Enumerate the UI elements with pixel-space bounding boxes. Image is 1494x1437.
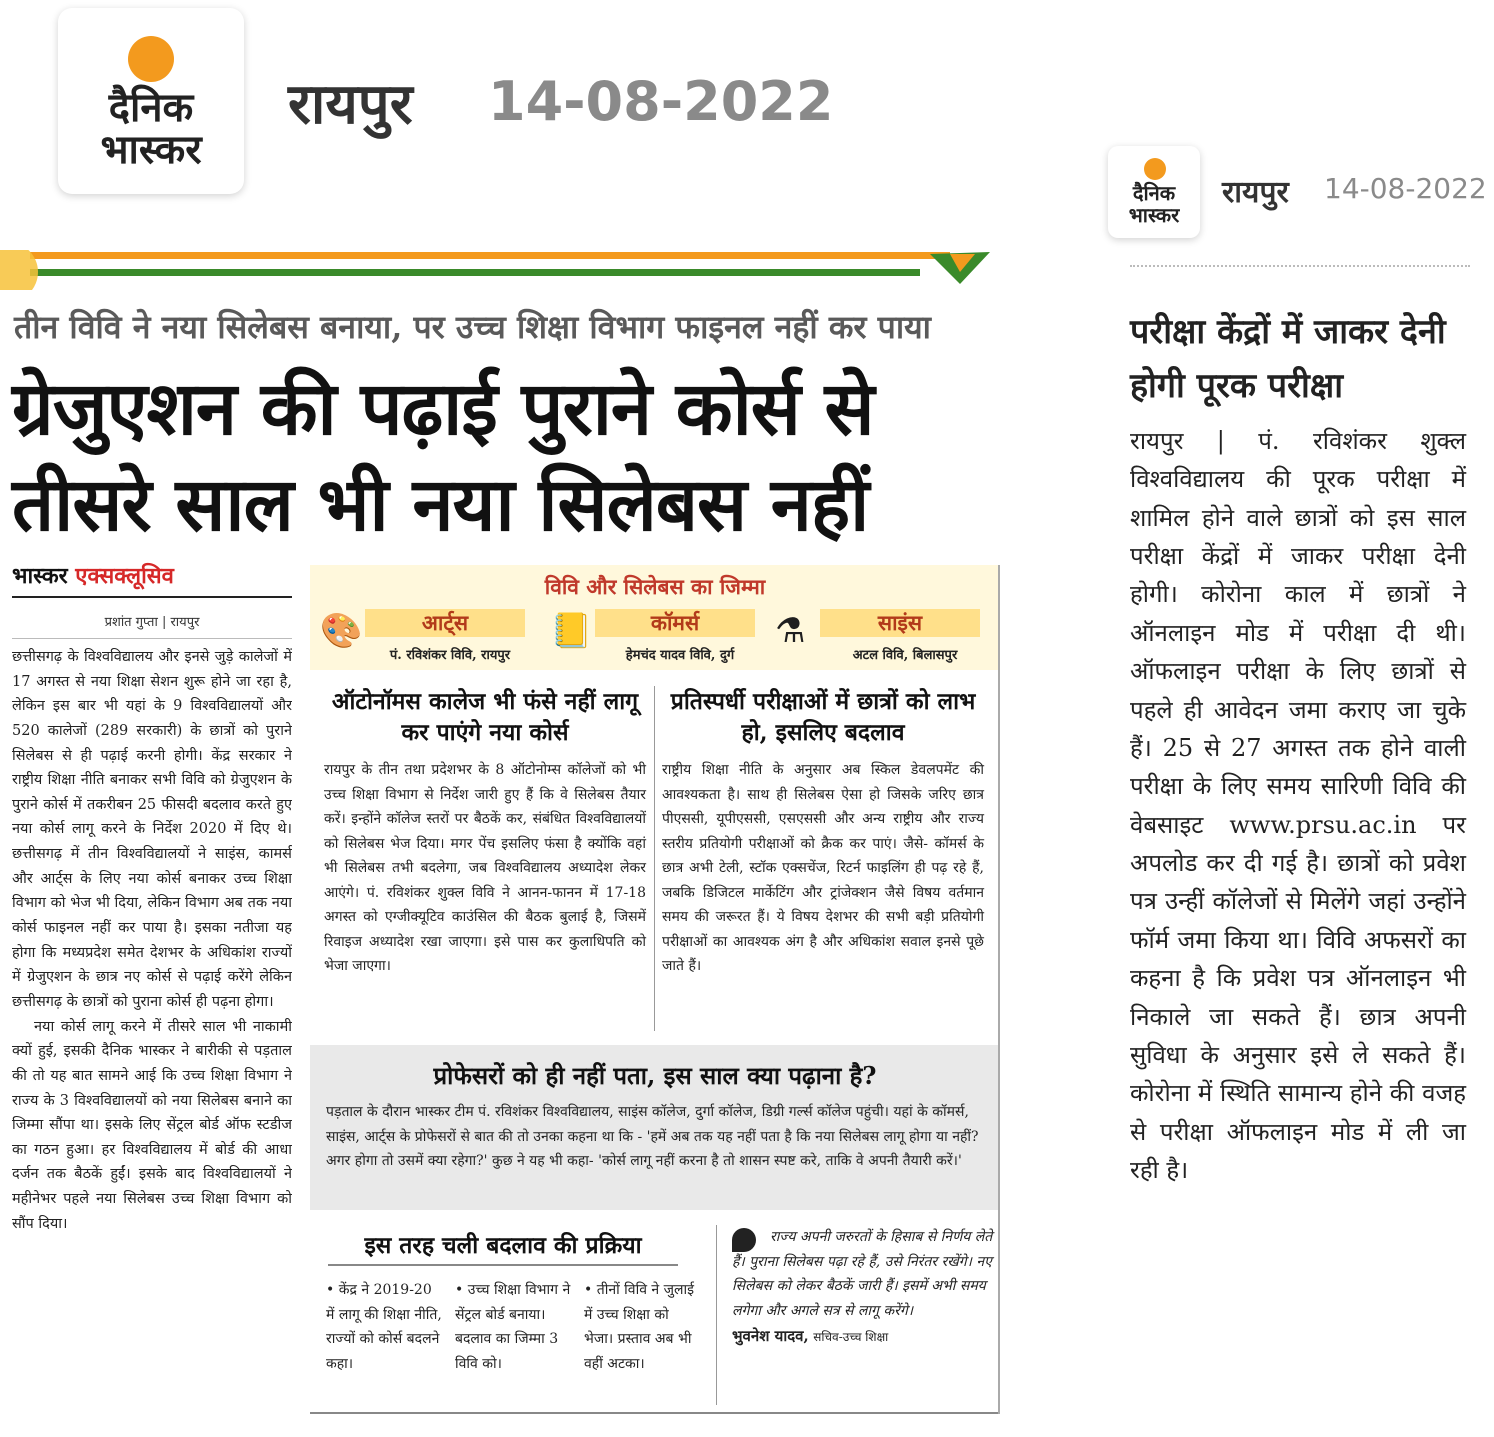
autonomous-heading: ऑटोनॉमस कालेज भी फंसे नहीं लागू कर पाएंगे नया कोर्स	[331, 688, 639, 747]
quote-divider	[716, 1225, 717, 1405]
side-body: रायपुर | पं. रविशंकर शुक्ल विश्वविद्यालय की पूरक परीक्षा में शामिल होने वाले छात्रों को इस साल परीक्षा केंद्रों में जाकर परीक्षा देनी होगी। कोरोना काल में छात्रों ने ऑनलाइन मोड में परीक्षा दी थी। ऑफलाइन परीक्षा के लिए छात्रों से पहले ही आवेदन जमा कराए जा चुके हैं। 25 से 27 अगस्त तक होने वाली परीक्षा के लिए समय सारिणी विवि की वेबसाइट www.prsu.ac.in पर अपलोड कर दी गई है। छात्रों को प्रवेश पत्र उन्हीं कॉलेजों से मिलेंगे जहां उन्होंने फॉर्म जमा किया था। विवि अफसरों का कहना है कि प्रवेश पत्र ऑनलाइन भी निकाले जा सकते हैं। छात्र अपनी सुविधा के अनुसार इसे ले सकते हैं। कोरोना में स्थिति सामान्य होने की वजह से परीक्षा ऑफलाइन मोड में ली जा रही है।	[1130, 426, 1466, 1185]
process-step-2: • उच्च शिक्षा विभाग ने सेंट्रल बोर्ड बनाया। बदलाव का जिम्मा 3 विवि को।	[455, 1282, 571, 1372]
subject-university: अटल विवि, बिलासपुर	[852, 648, 958, 663]
subject-name: कॉमर्स	[595, 609, 755, 637]
subject-arts	[320, 603, 540, 665]
body-paragraph-1: छत्तीसगढ़ के विश्वविद्यालय और इनसे जुड़े कालेजों में 17 अगस्त से नया शिक्षा सेशन शुरू होने जा रहा है, लेकिन इस बार भी यहां के 9 विश्वविद्यालयों और 520 कालेजों (289 सरकारी) के छात्रों को पुराने सिलेबस से ही पढ़ाई करनी होगी। केंद्र सरकार ने राष्ट्रीय शिक्षा नीति बनाकर सभी विवि को ग्रेजुएशन के पुराने कोर्स में तकरीबन 25 फीसदी बदलाव करते हुए नया कोर्स लागू करने के निर्देश 2020 में दिए थे। छत्तीसगढ़ में तीन विश्वविद्यालयों ने साइंस, कामर्स और आर्ट्स के लिए नया कोर्स बनाकर उच्च शिक्षा विभाग को भेज भी दिया, लेकिन विभाग अब तक नया कोर्स फाइनल नहीं कर पाया है। इसका नतीजा यह होगा कि मध्यप्रदेश समेत देशभर के अधिकांश राज्यों में ग्रेजुएशन के छात्र नए कोर्स से पढ़ाई करेंगे लेकिन छत्तीसगढ़ के छात्रों को पुराना कोर्स ही पढ़ना होगा।	[12, 649, 292, 1010]
competitive-body: राष्ट्रीय शिक्षा नीति के अनुसार अब स्किल डेवलपमेंट की आवश्यकता है। साथ ही सिलेबस ऐसा हो जिसके जरिए छात्र पीएससी, यूपीएससी, एसएससी और अन्य राष्ट्रीय और राज्य स्तरीय प्रतियोगी परीक्षाओं को क्रैक कर पाएं। जैसे- कॉमर्स के छात्र अभी टेली, स्टॉक एक्सचेंज, रिटर्न फाइलिंग ही पढ़ रहे हैं, जबकि डिजिटल मार्केटिंग और ट्रांजेक्शन जैसे विषय वर्तमान समय की जरूरत हैं। ये विषय देशभर की सभी बड़ी प्रतियोगी परीक्षाओं का आवश्यक अंग है और अधिकांश सवाल इनसे पूछे जाते हैं।	[662, 762, 985, 975]
tricolor-strip	[0, 250, 990, 284]
subject-name: साइंस	[820, 609, 980, 637]
edition-date: 14-08-2022	[488, 70, 834, 133]
side-sun-icon	[1144, 158, 1166, 180]
side-divider	[1130, 265, 1470, 267]
left-column	[12, 560, 292, 1405]
autonomous-section	[324, 686, 646, 979]
subject-university: पं. रविशंकर विवि, रायपुर	[389, 648, 511, 663]
subject-science	[775, 603, 995, 665]
headline-line-2: तीसरे साल भी नया सिलेबस नहीं	[12, 462, 869, 548]
tricolor-graphic	[0, 250, 990, 290]
logo-line-2: भास्कर	[100, 127, 202, 173]
competitive-heading: प्रतिस्पर्धी परीक्षाओं में छात्रों को लाभ हो, इसलिए बदलाव	[670, 688, 976, 747]
syllabus-box	[310, 565, 1000, 670]
side-edition-date: 14-08-2022	[1324, 172, 1487, 205]
autonomous-body: रायपुर के तीन तथा प्रदेशभर के 8 ऑटोनोम्स कॉलेजों को भी उच्च शिक्षा विभाग से निर्देश जारी हुए हैं कि वे सिलेबस तैयार करें। इन्होंने कॉलेज स्तरों पर बैठकें कर, संबंधित विश्वविद्यालयों को सिलेबस भेज दिया। मगर पेंच इसलिए फंसा है क्योंकि वहां भी सिलेबस तभी बदलेगा, जब विश्वविद्यालय अध्यादेश लेकर आएंगे। पं. रविशंकर शुक्ल विवि ने आनन-फानन में 17-18 अगस्त को एग्जीक्यूटिव काउंसिल की बैठक बुलाई है, जिसमें रिवाइज अध्यादेश रखा जाएगा। इसे पास कर कुलाधिपति को भेजा जाएगा।	[324, 762, 646, 975]
brand-exclusive: एक्सक्लूसिव	[75, 564, 174, 589]
professors-heading: प्रोफेसरों को ही नहीं पता, इस साल क्या पढ़ाना है?	[433, 1061, 877, 1090]
side-logo-line-1: दैनिक	[1132, 181, 1176, 205]
competitive-section	[662, 686, 984, 979]
brand-label	[12, 560, 292, 598]
flask-icon: ⚗	[775, 611, 806, 651]
process-step-1: • केंद्र ने 2019-20 में लागू की शिक्षा नीति, राज्यों को कोर्स बदलने कहा।	[326, 1282, 442, 1372]
process-heading: इस तरह चली बदलाव की प्रक्रिया	[328, 1228, 678, 1266]
edition-city: रायपुर	[288, 72, 413, 137]
article-body	[12, 645, 292, 1236]
body-paragraph-2: नया कोर्स लागू करने में तीसरे साल भी नाकामी क्यों हुई, इसकी दैनिक भास्कर ने बारीकी से पड़ताल की तो यह बात सामने आई कि उच्च शिक्षा विभाग ने राज्य के 3 विश्वविद्यालयों को नया सिलेबस बनाने का जिम्मा सौंपा था। इसके लिए सेंट्रल बोर्ड ऑफ स्टडीज का गठन हुआ। हर विश्वविद्यालय में बोर्ड की आधा दर्जन तक बैठकें हुईं। इसके बाद विश्वविद्यालयों ने महीनेभर पहले नया सिलेबस उच्च शिक्षा विभाग को सौंप दिया।	[12, 1018, 292, 1232]
professors-box	[310, 1045, 1000, 1210]
side-newspaper-logo	[1108, 146, 1200, 238]
side-article	[1130, 305, 1466, 1190]
palette-icon: 🎨	[320, 611, 363, 651]
sun-icon	[128, 36, 174, 82]
official-quote	[732, 1225, 994, 1350]
side-heading: परीक्षा केंद्रों में जाकर देनी होगी पूरक परीक्षा	[1130, 312, 1446, 407]
quote-text: राज्य अपनी जरुरतों के हिसाब से निर्णय लेते हैं। पुराना सिलेबस पढ़ा रहे हैं, उसे निरंतर रखेंगे। नए सिलेबस को लेकर बैठकें जारी हैं। इसमें अभी समय लगेगा और अगले सत्र से लागू करेंगे।	[732, 1229, 993, 1319]
headline-line-1: ग्रेजुएशन की पढ़ाई पुराने कोर्स से	[12, 366, 874, 452]
ledger-icon: 📒	[550, 611, 593, 651]
newspaper-logo	[58, 8, 244, 194]
syllabus-box-title: विवि और सिलेबस का जिम्मा	[544, 574, 766, 599]
quote-name: भुवनेश यादव,	[732, 1327, 809, 1345]
quote-role: सचिव-उच्च शिक्षा	[813, 1330, 889, 1344]
brand-name: भास्कर	[12, 564, 68, 589]
column-divider	[654, 686, 655, 1031]
article-kicker: तीन विवि ने नया सिलेबस बनाया, पर उच्च शिक्षा विभाग फाइनल नहीं कर पाया	[14, 308, 931, 346]
box-border-bottom	[310, 1412, 1000, 1414]
logo-line-1: दैनिक	[108, 85, 194, 131]
subject-university: हेमचंद यादव विवि, दुर्ग	[625, 648, 735, 663]
subject-name: आर्ट्स	[365, 609, 525, 637]
subject-commerce	[550, 603, 770, 665]
side-edition-city: रायपुर	[1222, 175, 1289, 210]
side-logo-line-2: भास्कर	[1128, 203, 1180, 227]
quote-attribution	[732, 1323, 994, 1350]
box-border-right	[998, 565, 1000, 1414]
process-step-3: • तीनों विवि ने जुलाई में उच्च शिक्षा को भेजा। प्रस्ताव अब भी वहीं अटका।	[584, 1282, 695, 1372]
byline: प्रशांत गुप्ता | रायपुर	[12, 612, 292, 639]
professors-body: पड़ताल के दौरान भास्कर टीम पं. रविशंकर विश्वविद्यालय, साइंस कॉलेज, दुर्गा कॉलेज, डिग्री गर्ल्स कॉलेज पहुंची। यहां के कॉमर्स, साइंस, आर्ट्स के प्रोफेसरों से बात की तो उनका कहना था कि - 'हमें अब तक यह नहीं पता है कि नया सिलेबस लागू होगा या नहीं? अगर होगा तो उसमें क्या रहेगा?' कुछ ने यह भी कहा- 'कोर्स लागू नहीं करना है तो शासन स्पष्ट करे, ताकि वे अपनी तैयारी करें।'	[326, 1104, 979, 1169]
